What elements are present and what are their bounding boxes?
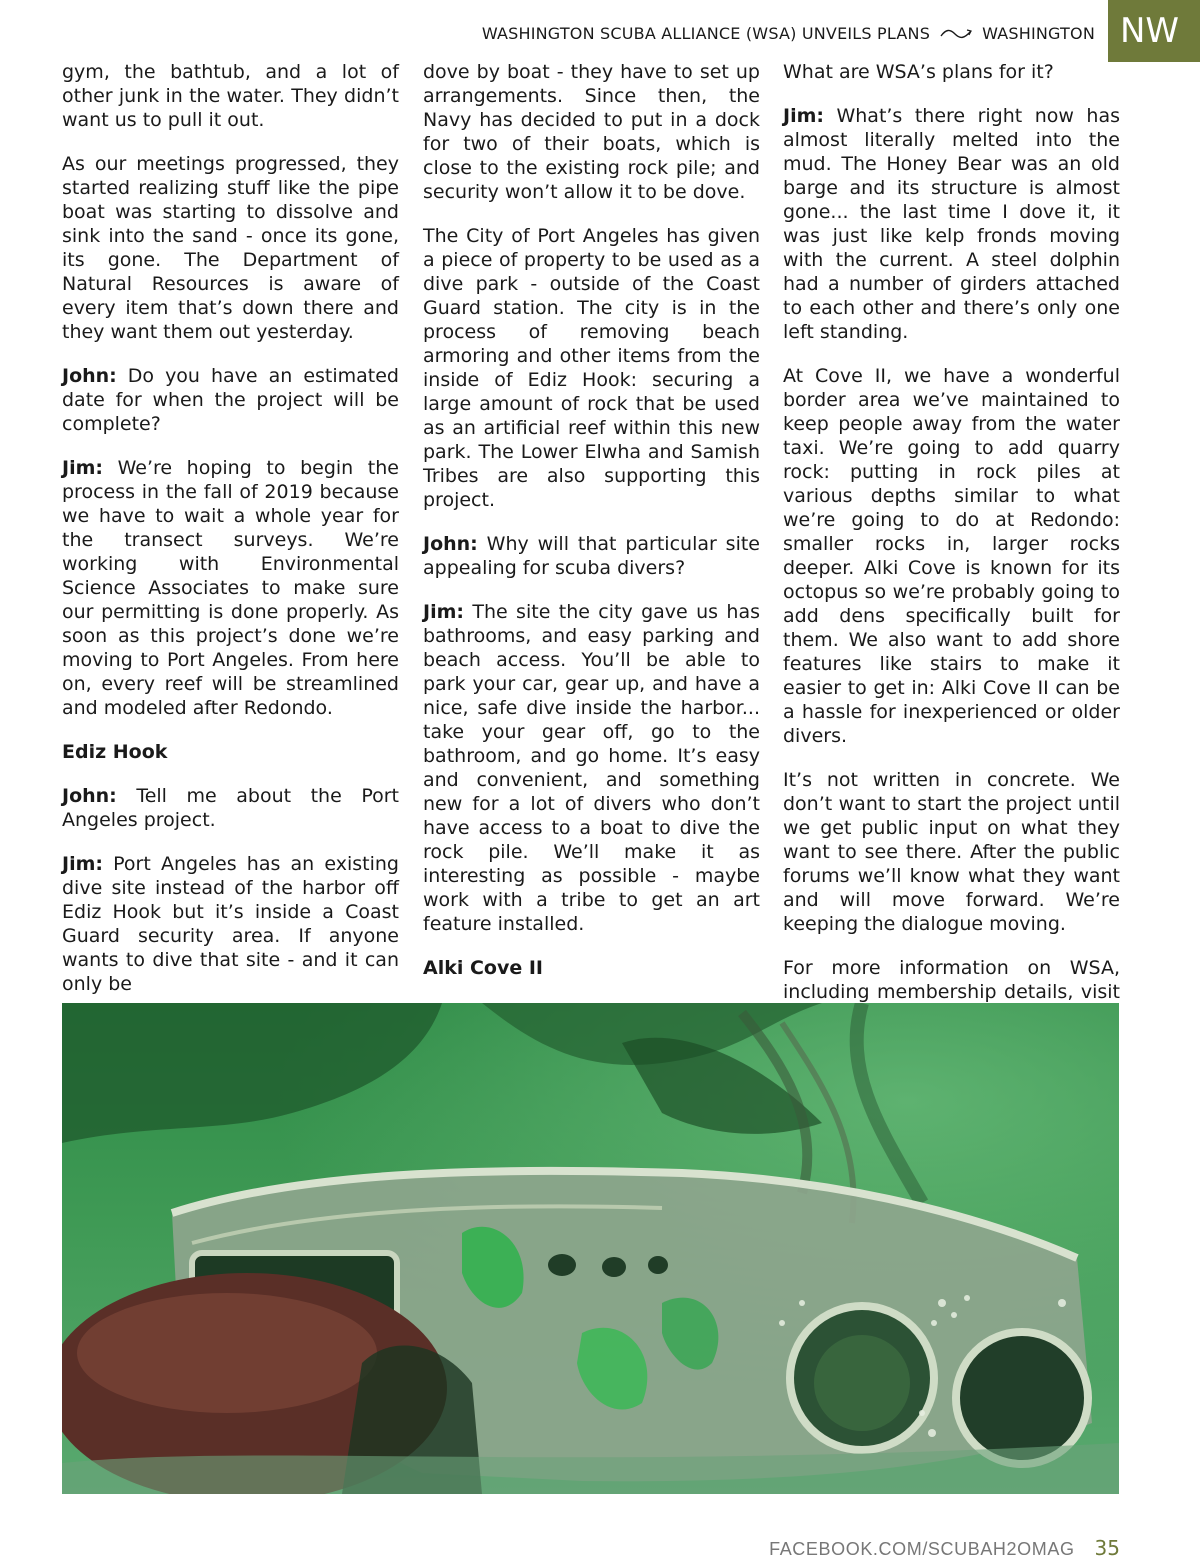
answer-text: Why will that particular site appealing for scuba divers? <box>423 533 760 579</box>
answer-text: The site the city gave us has bathrooms, and easy parking and beach access. You’ll be able to park your car, gear up, and have a nice, safe dive inside the harbor... take your gear off, go to the bathroom, and go home. It’s easy and convenient, and something new for a lot of divers who don’t have access to a boat to dive the rock pile. We’ll make it as interesting as possible - maybe work with a tribe to get an art feature installed. <box>423 601 760 935</box>
underwater-wreck-photo <box>62 1003 1119 1494</box>
answer-text: Tell me about the Port Angeles project. <box>62 785 399 831</box>
column-1 <box>62 60 399 1016</box>
paragraph: The City of Port Angeles has given a piece of property to be used as a dive park - outside of the Coast Guard station. The city is in the process of removing beach armoring and other items from the inside of Ediz Hook: securing a large amount of rock that be used as an artificial reef within this new park. The Lower Elwha and Samish Tribes are also supporting this project. <box>423 225 760 511</box>
footer-url: FACEBOOK.COM/SCUBAH2OMAG <box>769 1539 1075 1559</box>
paragraph: As our meetings progressed, they started realizing stuff like the pipe boat was starting to dissolve and sink into the sand - once its gone, its gone. The Department of Natural Resources is aware of every item that’s down there and they want them out yesterday. <box>62 153 399 343</box>
running-header <box>482 18 1095 48</box>
speaker-label: Jim: <box>62 853 103 875</box>
region-label: WASHINGTON <box>982 23 1095 43</box>
answer-text: Do you have an estimated date for when the project will be complete? <box>62 365 399 435</box>
paragraph <box>62 852 399 996</box>
page-footer <box>769 1536 1120 1560</box>
paragraph <box>62 364 399 436</box>
paragraph: What are WSA’s plans for it? <box>783 61 1054 83</box>
paragraph <box>423 532 760 580</box>
page-number: 35 <box>1094 1536 1120 1560</box>
speaker-label: John: <box>423 533 478 555</box>
column-2 <box>423 60 760 1068</box>
paragraph: It’s not written in concrete. We don’t want to start the project until we get public input on what they want to see there. After the public forums we’ll know what they want and will move forward. We’re keeping the dialogue moving. <box>783 769 1120 935</box>
info-text: For more information on WSA, including membership details, visit <box>783 957 1120 1003</box>
answer-text: What’s there right now has almost literally melted into the mud. The Honey Bear was an old barge and its structure is almost gone... the last time I dove it, it was just like kelp fronds moving with the current. A steel dolphin had a number of girders attached to each other and there’s only one left standing. <box>783 105 1120 343</box>
speaker-label: Jim: <box>783 105 824 127</box>
wave-icon <box>940 26 972 40</box>
photo-illustration <box>62 1003 1119 1494</box>
speaker-label: Jim: <box>62 457 103 479</box>
section-tab: NW <box>1108 0 1200 62</box>
speaker-label: Jim: <box>423 601 464 623</box>
article-title: WASHINGTON SCUBA ALLIANCE (WSA) UNVEILS PLANS <box>481 23 931 43</box>
paragraph: gym, the bathtub, and a lot of other junk in the water. They didn’t want us to pull it out. <box>62 61 399 131</box>
speaker-label: John: <box>62 365 117 387</box>
paragraph <box>62 784 399 832</box>
speaker-label: John: <box>62 785 117 807</box>
answer-text: We’re hoping to begin the process in the fall of 2019 because we have to wait a whole year for the transect surveys. We’re working with Environmental Science Associates to make sure our permitting is done properly. As soon as this project’s done we’re moving to Port Angeles. From here on, every reef will be streamlined and modeled after Redondo. <box>62 457 399 719</box>
paragraph: dove by boat - they have to set up arrangements. Since then, the Navy has decided to put in a dock for two of their boats, which is close to the existing rock pile; and security won’t allow it to be dove. <box>423 61 760 203</box>
paragraph <box>62 456 399 720</box>
section-heading: Alki Cove II <box>423 957 544 979</box>
paragraph <box>423 600 760 936</box>
answer-text: Port Angeles has an existing dive site instead of the harbor off Ediz Hook but it’s inside a Coast Guard security area. If anyone wants to dive that site - and it can only be <box>62 853 399 995</box>
section-heading: Ediz Hook <box>62 741 168 763</box>
paragraph <box>783 104 1120 344</box>
column-3 <box>783 60 1120 1048</box>
article-body <box>62 60 1122 1003</box>
paragraph: At Cove II, we have a wonderful border area we’ve maintained to keep people away from the water taxi. We’re going to add quarry rock: putting in rock piles at various depths similar to what we’re going to do at Redondo: smaller rocks in, larger rocks deeper. Alki Cove is known for its octopus so we’re probably going to add dens specifically built for them. We also want to add shore features like stairs to make it easier to get in: Alki Cove II can be a hassle for inexperienced or older divers. <box>783 365 1120 747</box>
